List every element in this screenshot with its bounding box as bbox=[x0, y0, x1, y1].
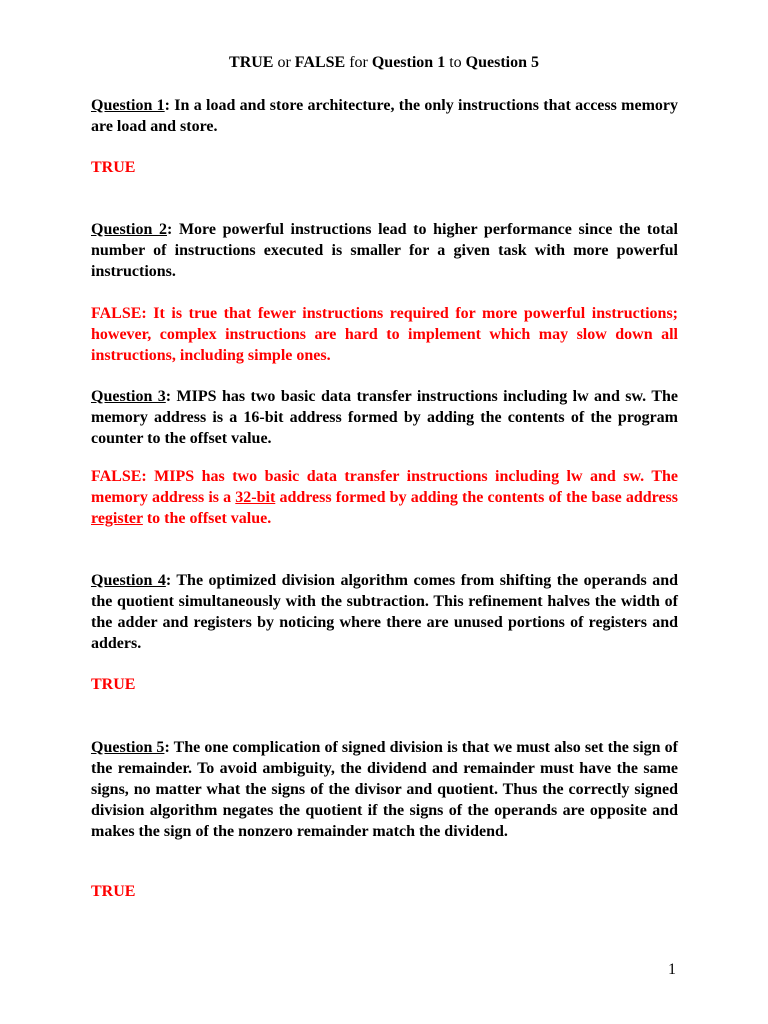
answer-4: TRUE bbox=[91, 676, 136, 693]
question-1 bbox=[91, 95, 678, 137]
question-2 bbox=[91, 219, 678, 282]
page-title: TRUE or FALSE for Question 1 to Question 5 bbox=[229, 54, 539, 71]
question-label: Question 5 bbox=[91, 739, 165, 756]
answer-3: FALSE: MIPS has two basic data transfer instructions including lw and sw. The memory address is a 32-bit address formed by adding the contents of the base address register to the offset value. bbox=[91, 468, 678, 527]
question-label: Question 4 bbox=[91, 572, 166, 589]
underlined-term: register bbox=[91, 510, 143, 527]
answer-2: FALSE: It is true that fewer instructions required for more powerful instructions; however, complex instructions are hard to implement which may slow down all instructions, including simple ones. bbox=[91, 305, 678, 364]
question-text: : MIPS has two basic data transfer instructions including lw and sw. The memory address is a 16-bit address formed by adding the contents of the program counter to the offset value. bbox=[91, 388, 678, 447]
question-label: Question 2 bbox=[91, 221, 167, 238]
underlined-term: 32-bit bbox=[235, 489, 276, 506]
question-text: : In a load and store architecture, the only instructions that access memory are load and store. bbox=[91, 97, 679, 135]
question-text: : The one complication of signed division is that we must also set the sign of the remainder. To avoid ambiguity, the dividend and remainder must have the same signs, no matter what the signs of the divisor and quotient. Thus the correctly signed division algorithm negates the quotient if the signs of the operands are opposite and makes the sign of the nonzero remainder match the dividend. bbox=[91, 739, 678, 840]
question-text: : The optimized division algorithm comes from shifting the operands and the quotient simultaneously with the subtraction. This refinement halves the width of the adder and registers by noticing where there are unused portions of registers and adders. bbox=[91, 572, 678, 652]
question-3 bbox=[91, 386, 678, 449]
question-label: Question 1 bbox=[91, 97, 165, 114]
question-label: Question 3 bbox=[91, 388, 166, 405]
question-4 bbox=[91, 570, 678, 654]
question-text: : More powerful instructions lead to higher performance since the total number of instructions executed is smaller for a given task with more powerful instructions. bbox=[91, 221, 678, 280]
answer-1: TRUE bbox=[91, 159, 136, 176]
question-5 bbox=[91, 737, 678, 842]
page-number: 1 bbox=[668, 961, 676, 978]
answer-5: TRUE bbox=[91, 883, 136, 900]
